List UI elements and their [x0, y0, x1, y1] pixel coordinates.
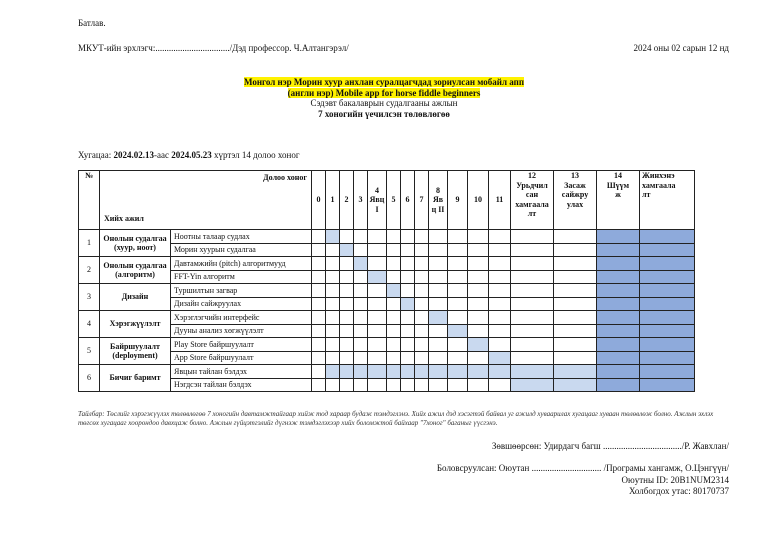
week-cell — [640, 338, 695, 352]
week-cell — [511, 284, 554, 298]
week-cell — [511, 351, 554, 365]
week-cell — [554, 338, 597, 352]
week-cell — [387, 270, 401, 284]
week-cell — [597, 230, 640, 244]
week-cell — [401, 338, 415, 352]
week-cell — [554, 311, 597, 325]
week-cell — [511, 257, 554, 271]
week-cell — [511, 338, 554, 352]
week-cell — [429, 257, 448, 271]
week-cell — [554, 257, 597, 271]
week-cell — [448, 270, 468, 284]
week-cell — [312, 284, 326, 298]
group-name: Дизайн — [100, 284, 171, 311]
week-cell — [387, 351, 401, 365]
week-cell — [640, 257, 695, 271]
week-header-15: Жинхэнэ хамгаала лт — [640, 171, 695, 230]
week-cell — [597, 378, 640, 392]
week-cell — [415, 257, 429, 271]
week-cell — [511, 297, 554, 311]
week-cell — [326, 257, 340, 271]
week-cell — [340, 270, 354, 284]
week-cell — [415, 351, 429, 365]
note-text: Тайлбар: Төслийг хэрэгжүүлэх төлөвлөгөө 7 хоногийн давтамжтайгаар хийж тод хараар будаж тэмдэглэнэ. Хийх ажил дэд хэсэгтэй байвал уг ажилд хуваарилах хугацааг хуваан төлөвлөж болно. Ажлын эхлэх төгсөх хугацааг хоорондоо давхцаж болно. Ажлын гүйцэтгэлийг дүгнэж тэмдэглэхээр хийх боломжтой байхаар "7хоног" баганыг үүсгэнэ. — [78, 410, 714, 427]
week-cell — [340, 351, 354, 365]
week-cell — [448, 257, 468, 271]
table-row — [79, 378, 695, 392]
week-cell — [326, 378, 340, 392]
title-plan: 7 хоногийн үечилсэн төлөвлөгөө — [318, 108, 450, 119]
week-cell — [368, 365, 387, 379]
week-cell — [401, 257, 415, 271]
week-cell — [368, 324, 387, 338]
week-cell — [429, 297, 448, 311]
week-cell — [429, 284, 448, 298]
table-row — [79, 365, 695, 379]
week-cell — [387, 338, 401, 352]
task-name: Явцын тайлан бэлдэх — [171, 365, 312, 379]
week-cell — [468, 243, 489, 257]
supervisor-line: МКУТ-ийн эрхлэгч:................................./Дэд профессор. Ч.Алтангэрэл/ — [78, 43, 349, 53]
week-cell — [511, 378, 554, 392]
week-cell — [340, 230, 354, 244]
task-name: App Store байршуулалт — [171, 351, 312, 365]
week-cell — [468, 378, 489, 392]
week-cell — [312, 338, 326, 352]
group-number: 1 — [79, 230, 100, 257]
group-name: Бичиг баримт — [100, 365, 171, 392]
week-cell — [429, 351, 448, 365]
week-header-12: 12 Урьдчил сан хамгаала лт — [511, 171, 554, 230]
week-cell — [312, 297, 326, 311]
week-cell — [415, 230, 429, 244]
task-name: Туршилтын загвар — [171, 284, 312, 298]
week-cell — [429, 270, 448, 284]
week-cell — [489, 284, 511, 298]
task-name: Play Store байршуулалт — [171, 338, 312, 352]
week-cell — [640, 230, 695, 244]
group-name: Хэрэгжүүлэлт — [100, 311, 171, 338]
week-cell — [368, 297, 387, 311]
week-cell — [368, 270, 387, 284]
group-number: 6 — [79, 365, 100, 392]
week-cell — [554, 297, 597, 311]
week-cell — [401, 284, 415, 298]
week-cell — [511, 311, 554, 325]
week-cell — [429, 365, 448, 379]
week-header-14: 14 Шүүм ж — [597, 171, 640, 230]
week-cell — [468, 338, 489, 352]
week-cell — [468, 365, 489, 379]
table-row — [79, 230, 695, 244]
week-header-9: 9 — [448, 171, 468, 230]
week-cell — [415, 311, 429, 325]
week-cell — [415, 365, 429, 379]
table-row — [79, 311, 695, 325]
week-cell — [597, 351, 640, 365]
week-cell — [387, 378, 401, 392]
week-cell — [597, 270, 640, 284]
week-cell — [326, 351, 340, 365]
group-number: 2 — [79, 257, 100, 284]
group-number: 3 — [79, 284, 100, 311]
week-cell — [401, 243, 415, 257]
week-cell — [340, 284, 354, 298]
week-cell — [401, 230, 415, 244]
week-cell — [554, 324, 597, 338]
week-cell — [489, 243, 511, 257]
week-cell — [340, 243, 354, 257]
week-cell — [415, 378, 429, 392]
week-cell — [312, 270, 326, 284]
week-cell — [429, 324, 448, 338]
week-cell — [448, 297, 468, 311]
week-cell — [489, 230, 511, 244]
group-name: Байршуулалт (deployment) — [100, 338, 171, 365]
week-cell — [354, 378, 368, 392]
task-name: FFT-Yin алгоритм — [171, 270, 312, 284]
week-header-6: 6 — [401, 171, 415, 230]
week-cell — [354, 243, 368, 257]
week-cell — [468, 230, 489, 244]
week-cell — [640, 297, 695, 311]
week-cell — [511, 324, 554, 338]
table-row — [79, 284, 695, 298]
week-cell — [401, 297, 415, 311]
week-cell — [368, 257, 387, 271]
week-cell — [368, 284, 387, 298]
week-cell — [489, 378, 511, 392]
week-cell — [448, 338, 468, 352]
week-cell — [468, 311, 489, 325]
week-cell — [429, 311, 448, 325]
week-cell — [489, 338, 511, 352]
week-header-8: 8 Яв ц II — [429, 171, 448, 230]
task-name: Нэгдсэн тайлан бэлдэх — [171, 378, 312, 392]
week-cell — [597, 284, 640, 298]
week-cell — [448, 324, 468, 338]
week-cell — [415, 270, 429, 284]
week-header-2: 2 — [340, 171, 354, 230]
week-cell — [340, 378, 354, 392]
week-cell — [429, 378, 448, 392]
week-cell — [597, 243, 640, 257]
group-name: Онолын судалгаа (алгоритм) — [100, 257, 171, 284]
week-cell — [387, 297, 401, 311]
week-cell — [640, 284, 695, 298]
week-cell — [312, 378, 326, 392]
week-cell — [554, 230, 597, 244]
week-cell — [354, 365, 368, 379]
week-cell — [597, 311, 640, 325]
title-mongolian: Монгол нэр Морин хуур анхлан суралцагчдад зориулсан мобайл апп — [243, 77, 525, 87]
week-cell — [468, 324, 489, 338]
task-name: Ноотны талаар судлах — [171, 230, 312, 244]
week-header-5: 5 — [387, 171, 401, 230]
week-cell — [597, 338, 640, 352]
table-row — [79, 324, 695, 338]
title-english: (англи нэр) Mobile app for horse fiddle beginners — [287, 87, 481, 98]
week-cell — [489, 297, 511, 311]
week-cell — [640, 311, 695, 325]
week-cell — [415, 324, 429, 338]
week-cell — [554, 270, 597, 284]
week-cell — [489, 351, 511, 365]
week-cell — [326, 243, 340, 257]
week-cell — [448, 351, 468, 365]
task-name: Давтамжийн (pitch) алгоритмууд — [171, 257, 312, 271]
week-cell — [368, 378, 387, 392]
schedule-table — [78, 170, 695, 392]
week-cell — [326, 324, 340, 338]
week-cell — [354, 270, 368, 284]
week-cell — [597, 324, 640, 338]
week-cell — [387, 324, 401, 338]
week-cell — [415, 284, 429, 298]
week-cell — [326, 284, 340, 298]
week-cell — [640, 351, 695, 365]
week-cell — [340, 324, 354, 338]
week-cell — [401, 324, 415, 338]
week-cell — [415, 338, 429, 352]
title-subtitle: Сэдэвт бакалаврын судалгааны ажлын — [310, 98, 458, 108]
week-cell — [448, 378, 468, 392]
week-cell — [468, 284, 489, 298]
week-cell — [489, 365, 511, 379]
week-cell — [387, 365, 401, 379]
week-cell — [640, 378, 695, 392]
week-work-header — [100, 171, 312, 230]
week-header-7: 7 — [415, 171, 429, 230]
week-cell — [312, 230, 326, 244]
table-row — [79, 243, 695, 257]
week-cell — [368, 311, 387, 325]
table-row — [79, 297, 695, 311]
week-cell — [468, 257, 489, 271]
week-header: Долоо хоног — [263, 173, 307, 182]
week-cell — [387, 311, 401, 325]
week-cell — [511, 365, 554, 379]
week-header-4: 4 Явц I — [368, 171, 387, 230]
week-cell — [554, 365, 597, 379]
week-cell — [387, 257, 401, 271]
task-name: Дизайн сайжруулах — [171, 297, 312, 311]
table-row — [79, 338, 695, 352]
week-cell — [401, 351, 415, 365]
task-name: Дууны анализ хөгжүүлэлт — [171, 324, 312, 338]
week-cell — [354, 257, 368, 271]
week-cell — [448, 243, 468, 257]
week-cell — [554, 378, 597, 392]
week-cell — [640, 243, 695, 257]
week-cell — [368, 230, 387, 244]
week-cell — [511, 243, 554, 257]
week-cell — [415, 243, 429, 257]
week-cell — [429, 230, 448, 244]
duration-mid: -аас — [153, 150, 172, 160]
week-cell — [415, 297, 429, 311]
week-cell — [640, 324, 695, 338]
duration-prefix: Хугацаа: — [78, 150, 114, 160]
week-cell — [368, 243, 387, 257]
week-header-13: 13 Засаж сайжру улах — [554, 171, 597, 230]
week-cell — [401, 270, 415, 284]
week-cell — [368, 338, 387, 352]
week-header-10: 10 — [468, 171, 489, 230]
week-cell — [468, 351, 489, 365]
group-number: 5 — [79, 338, 100, 365]
week-cell — [401, 378, 415, 392]
week-cell — [448, 230, 468, 244]
group-name: Онолын судалгаа (хуур, ноот) — [100, 230, 171, 257]
approved-signature: Зөвшөөрсөн: Удирдагч багш .................................../Р. Жавхлан/ — [491, 441, 729, 451]
week-cell — [448, 311, 468, 325]
table-row — [79, 257, 695, 271]
week-cell — [312, 243, 326, 257]
week-cell — [340, 257, 354, 271]
week-cell — [640, 365, 695, 379]
week-cell — [489, 324, 511, 338]
student-phone: Холбогдох утас: 80170737 — [628, 486, 729, 496]
week-cell — [340, 338, 354, 352]
duration-end: 2024.05.23 — [171, 150, 212, 160]
week-cell — [354, 324, 368, 338]
table-row — [79, 351, 695, 365]
week-cell — [354, 284, 368, 298]
week-cell — [511, 230, 554, 244]
week-cell — [354, 311, 368, 325]
duration-start: 2024.02.13 — [113, 150, 154, 160]
week-cell — [468, 297, 489, 311]
week-cell — [489, 257, 511, 271]
week-cell — [448, 365, 468, 379]
week-cell — [312, 351, 326, 365]
week-header-1: 1 — [326, 171, 340, 230]
week-cell — [326, 230, 340, 244]
week-cell — [401, 365, 415, 379]
week-cell — [340, 365, 354, 379]
table-row — [79, 270, 695, 284]
week-cell — [312, 257, 326, 271]
week-cell — [354, 230, 368, 244]
week-cell — [511, 270, 554, 284]
week-cell — [489, 311, 511, 325]
week-header-3: 3 — [354, 171, 368, 230]
week-cell — [326, 338, 340, 352]
week-cell — [489, 270, 511, 284]
week-cell — [597, 365, 640, 379]
week-cell — [597, 297, 640, 311]
week-cell — [401, 311, 415, 325]
duration-suffix: хүртэл 14 долоо хоног — [211, 150, 300, 160]
group-number: 4 — [79, 311, 100, 338]
week-cell — [429, 338, 448, 352]
week-cell — [340, 297, 354, 311]
week-cell — [340, 311, 354, 325]
week-cell — [312, 365, 326, 379]
week-header-0: 0 — [312, 171, 326, 230]
week-cell — [368, 351, 387, 365]
approve-label: Батлав. — [78, 18, 106, 28]
week-cell — [468, 270, 489, 284]
week-cell — [387, 230, 401, 244]
week-cell — [312, 311, 326, 325]
prepared-signature: Боловсруулсан: Оюутан ............................... /Програмы хангамж, О.Цэнгүүн/ — [436, 463, 729, 473]
week-cell — [448, 284, 468, 298]
week-cell — [326, 270, 340, 284]
student-id: Оюутны ID: 20B1NUM2314 — [621, 475, 729, 485]
week-cell — [429, 243, 448, 257]
week-cell — [554, 284, 597, 298]
date-line: 2024 оны 02 сарын 12 нд — [633, 43, 729, 53]
week-cell — [354, 338, 368, 352]
week-cell — [354, 297, 368, 311]
duration-line — [78, 150, 300, 160]
week-header-11: 11 — [489, 171, 511, 230]
week-cell — [554, 351, 597, 365]
week-cell — [354, 351, 368, 365]
num-header: № — [79, 171, 100, 230]
document-title — [0, 77, 768, 119]
week-cell — [326, 311, 340, 325]
week-cell — [326, 365, 340, 379]
week-cell — [554, 243, 597, 257]
work-header: Хийх ажил — [104, 213, 144, 223]
table-header-row — [79, 171, 695, 230]
task-name: Морин хуурын судалгаа — [171, 243, 312, 257]
task-name: Хэрэглэгчийн интерфейс — [171, 311, 312, 325]
week-cell — [597, 257, 640, 271]
week-cell — [326, 297, 340, 311]
week-cell — [312, 324, 326, 338]
week-cell — [387, 284, 401, 298]
week-cell — [387, 243, 401, 257]
week-cell — [640, 270, 695, 284]
